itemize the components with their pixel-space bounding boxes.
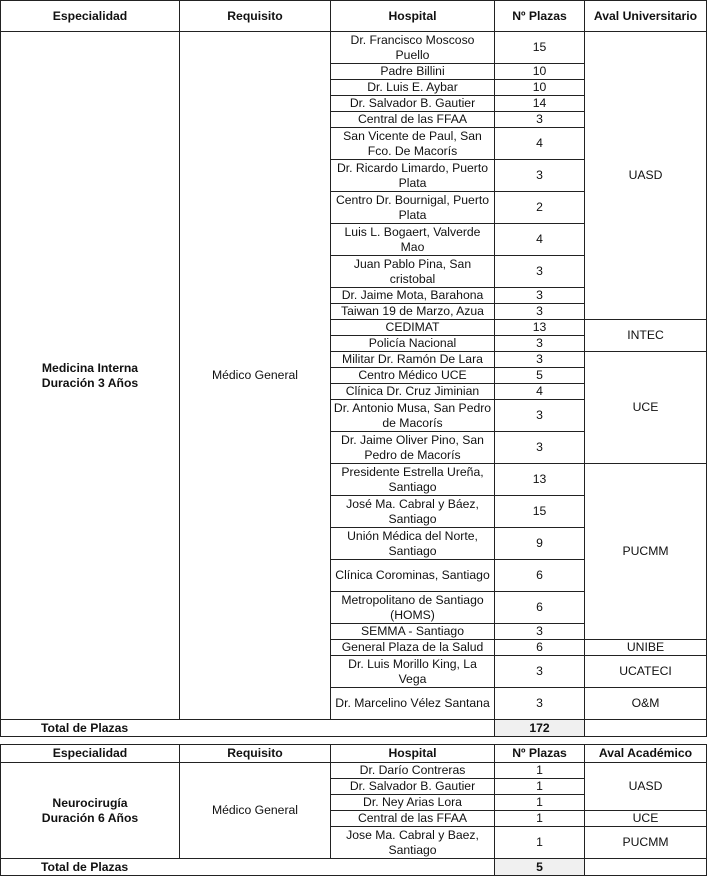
col-header-plazas: Nº Plazas <box>495 745 585 763</box>
hospital-cell: Presidente Estrella Ureña, Santiago <box>331 464 495 496</box>
col-header-plazas: Nº Plazas <box>495 1 585 32</box>
hospital-cell: San Vicente de Paul, San Fco. De Macorís <box>331 128 495 160</box>
col-header-hospital: Hospital <box>331 745 495 763</box>
total-value: 172 <box>495 720 585 737</box>
plazas-cell: 13 <box>495 320 585 336</box>
plazas-cell: 1 <box>495 827 585 859</box>
hospital-cell: Juan Pablo Pina, San cristobal <box>331 256 495 288</box>
hospital-cell: Dr. Ney Arias Lora <box>331 795 495 811</box>
aval-cell: UASD <box>585 763 707 811</box>
plazas-cell: 1 <box>495 763 585 779</box>
aval-cell: UCATECI <box>585 656 707 688</box>
aval-cell: UCE <box>585 352 707 464</box>
plazas-cell: 3 <box>495 624 585 640</box>
plazas-cell: 3 <box>495 288 585 304</box>
hospital-cell: General Plaza de la Salud <box>331 640 495 656</box>
plazas-cell: 14 <box>495 96 585 112</box>
plazas-cell: 3 <box>495 400 585 432</box>
especialidad-cell: Medicina Interna Duración 3 Años <box>1 32 180 720</box>
plazas-cell: 3 <box>495 688 585 720</box>
hospital-cell: Dr. Darío Contreras <box>331 763 495 779</box>
plazas-cell: 4 <box>495 384 585 400</box>
plazas-cell: 4 <box>495 224 585 256</box>
table-row <box>1 763 707 779</box>
aval-cell: O&M <box>585 688 707 720</box>
plazas-cell: 3 <box>495 112 585 128</box>
plazas-cell: 9 <box>495 528 585 560</box>
hospital-cell: Dr. Salvador B. Gautier <box>331 779 495 795</box>
col-header-aval: Aval Académico <box>585 745 707 763</box>
total-value: 5 <box>495 859 585 876</box>
hospital-cell: Dr. Antonio Musa, San Pedro de Macorís <box>331 400 495 432</box>
table-header-row <box>1 745 707 763</box>
plazas-cell: 6 <box>495 640 585 656</box>
hospital-cell: Central de las FFAA <box>331 112 495 128</box>
aval-cell: UNIBE <box>585 640 707 656</box>
aval-cell: UASD <box>585 32 707 320</box>
plazas-cell: 6 <box>495 560 585 592</box>
plazas-cell: 1 <box>495 795 585 811</box>
hospital-cell: Dr. Ricardo Limardo, Puerto Plata <box>331 160 495 192</box>
hospital-cell: Dr. Luis E. Aybar <box>331 80 495 96</box>
plazas-cell: 5 <box>495 368 585 384</box>
plazas-cell: 1 <box>495 811 585 827</box>
plazas-cell: 13 <box>495 464 585 496</box>
hospital-cell: Padre Billini <box>331 64 495 80</box>
plazas-cell: 3 <box>495 432 585 464</box>
aval-cell: PUCMM <box>585 827 707 859</box>
hospital-cell: CEDIMAT <box>331 320 495 336</box>
plazas-cell: 10 <box>495 80 585 96</box>
total-label: Total de Plazas <box>1 859 331 876</box>
table-row <box>1 32 707 64</box>
especialidad-cell: Neurocirugía Duración 6 Años <box>1 763 180 859</box>
total-label: Total de Plazas <box>1 720 331 737</box>
plazas-cell: 3 <box>495 352 585 368</box>
hospital-cell: Militar Dr. Ramón De Lara <box>331 352 495 368</box>
hospital-cell: Jose Ma. Cabral y Baez, Santiago <box>331 827 495 859</box>
hospital-cell: Dr. Marcelino Vélez Santana <box>331 688 495 720</box>
hospital-cell: Dr. Jaime Oliver Pino, San Pedro de Macorís <box>331 432 495 464</box>
hospital-cell: Dr. Francisco Moscoso Puello <box>331 32 495 64</box>
hospital-cell: SEMMA - Santiago <box>331 624 495 640</box>
requisito-cell: Médico General <box>180 763 331 859</box>
col-header-aval: Aval Universitario <box>585 1 707 32</box>
table-header-row <box>1 1 707 32</box>
col-header-hospital: Hospital <box>331 1 495 32</box>
plazas-cell: 3 <box>495 656 585 688</box>
hospital-cell: Unión Médica del Norte, Santiago <box>331 528 495 560</box>
hospital-cell: Clínica Dr. Cruz Jiminian <box>331 384 495 400</box>
hospital-cell: Metropolitano de Santiago (HOMS) <box>331 592 495 624</box>
aval-cell: PUCMM <box>585 464 707 640</box>
col-header-especialidad: Especialidad <box>1 745 180 763</box>
total-row <box>1 720 707 737</box>
plazas-cell: 3 <box>495 160 585 192</box>
hospital-cell: José Ma. Cabral y Báez, Santiago <box>331 496 495 528</box>
plazas-cell: 15 <box>495 32 585 64</box>
hospital-cell: Policía Nacional <box>331 336 495 352</box>
hospital-cell: Central de las FFAA <box>331 811 495 827</box>
plazas-cell: 4 <box>495 128 585 160</box>
aval-cell: UCE <box>585 811 707 827</box>
plazas-cell: 3 <box>495 336 585 352</box>
aval-cell: INTEC <box>585 320 707 352</box>
plazas-cell: 3 <box>495 256 585 288</box>
col-header-requisito: Requisito <box>180 745 331 763</box>
plazas-cell: 1 <box>495 779 585 795</box>
hospital-cell: Dr. Luis Morillo King, La Vega <box>331 656 495 688</box>
hospital-cell: Centro Dr. Bournigal, Puerto Plata <box>331 192 495 224</box>
hospital-cell: Clínica Corominas, Santiago <box>331 560 495 592</box>
plazas-cell: 10 <box>495 64 585 80</box>
plazas-cell: 3 <box>495 304 585 320</box>
table-neurocirugia <box>0 744 707 876</box>
col-header-especialidad: Especialidad <box>1 1 180 32</box>
plazas-cell: 15 <box>495 496 585 528</box>
requisito-cell: Médico General <box>180 32 331 720</box>
hospital-cell: Dr. Salvador B. Gautier <box>331 96 495 112</box>
plazas-cell: 2 <box>495 192 585 224</box>
col-header-requisito: Requisito <box>180 1 331 32</box>
plazas-cell: 6 <box>495 592 585 624</box>
hospital-cell: Dr. Jaime Mota, Barahona <box>331 288 495 304</box>
hospital-cell: Taiwan 19 de Marzo, Azua <box>331 304 495 320</box>
hospital-cell: Luis L. Bogaert, Valverde Mao <box>331 224 495 256</box>
hospital-cell: Centro Médico UCE <box>331 368 495 384</box>
